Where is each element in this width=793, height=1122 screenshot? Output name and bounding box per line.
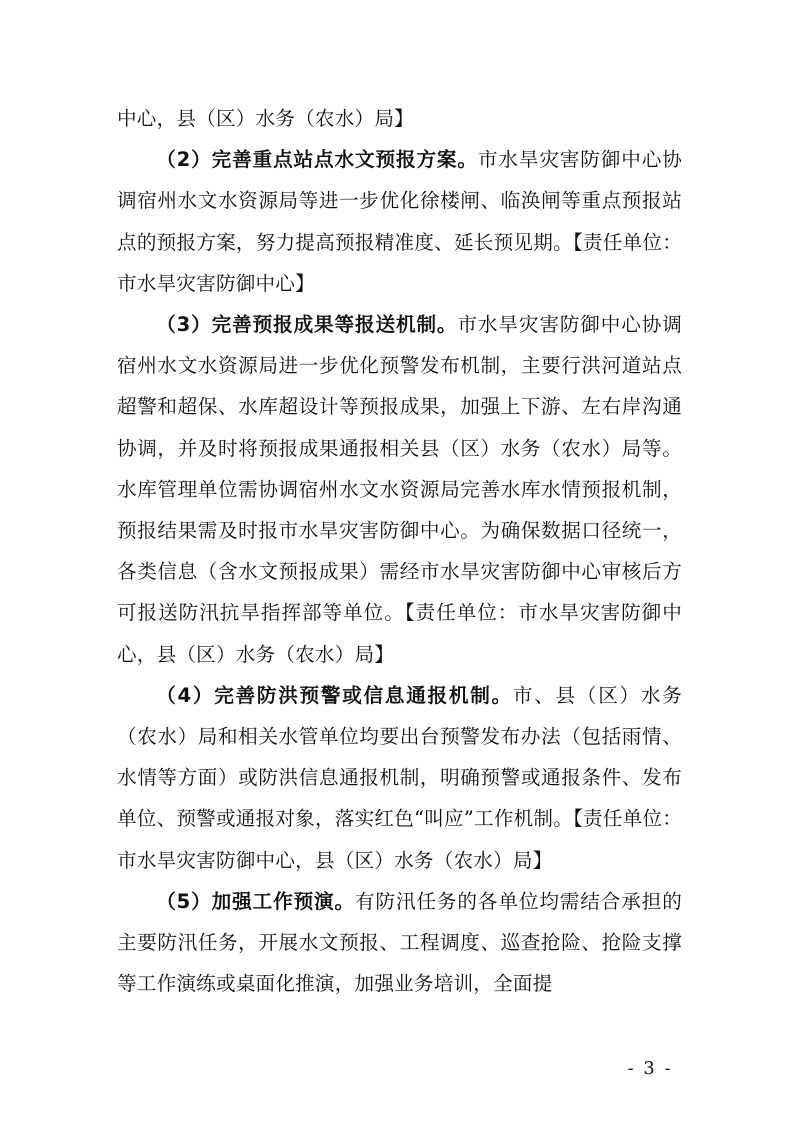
page-number: - 3 - [627,1058,673,1079]
paragraph-text: 市、县（区）水务（农水）局和相关水管单位均要出台预警发布办法（包括雨情、水情等方面）或防洪信息通报机制，明确预警或通报条件、发布单位、预警或通报对象，落实红色“叫应”工作机制。【责任单位：市水旱灾害防御中心，县（区）水务（农水）局】 [117,683,682,872]
paragraph-heading: （5）加强工作预演。 [156,889,356,913]
paragraph-text: 有防汛任务的各单位均需结合承担的主要防汛任务，开展水文预报、工程调度、巡查抢险、抢险支撑等工作演练或桌面化推演，加强业务培训，全面提 [117,889,682,996]
paragraph-text: 市水旱灾害防御中心协调宿州水文水资源局等进一步优化徐楼闸、临涣闸等重点预报站点的预报方案，努力提高预报精准度、延长预见期。【责任单位：市水旱灾害防御中心】 [117,148,682,295]
paragraph-item-2 [117,139,682,304]
paragraph-continuation [117,98,682,139]
paragraph-item-4 [117,675,682,881]
paragraph-text: 中心，县（区）水务（农水）局】 [117,107,414,130]
paragraph-heading: （3）完善预报成果等报送机制。 [156,313,458,337]
paragraph-item-5 [117,881,682,1005]
paragraph-item-3 [117,304,682,675]
body-text [117,98,682,1004]
paragraph-text: 市水旱灾害防御中心协调宿州水文水资源局进一步优化预警发布机制，主要行洪河道站点超警和超保、水库超设计等预报成果，加强上下游、左右岸沟通协调，并及时将预报成果通报相关县（区）水务（农水）局等。水库管理单位需协调宿州水文水资源局完善水库水情预报机制，预报结果需及时报市水旱灾害防御中心。为确保数据口径统一，各类信息（含水文预报成果）需经市水旱灾害防御中心审核后方可报送防汛抗旱指挥部等单位。【责任单位：市水旱灾害防御中心，县（区）水务（农水）局】 [117,313,683,666]
paragraph-heading: （4）完善防洪预警或信息通报机制。 [156,683,513,707]
paragraph-heading: （2）完善重点站点水文预报方案。 [156,148,478,172]
